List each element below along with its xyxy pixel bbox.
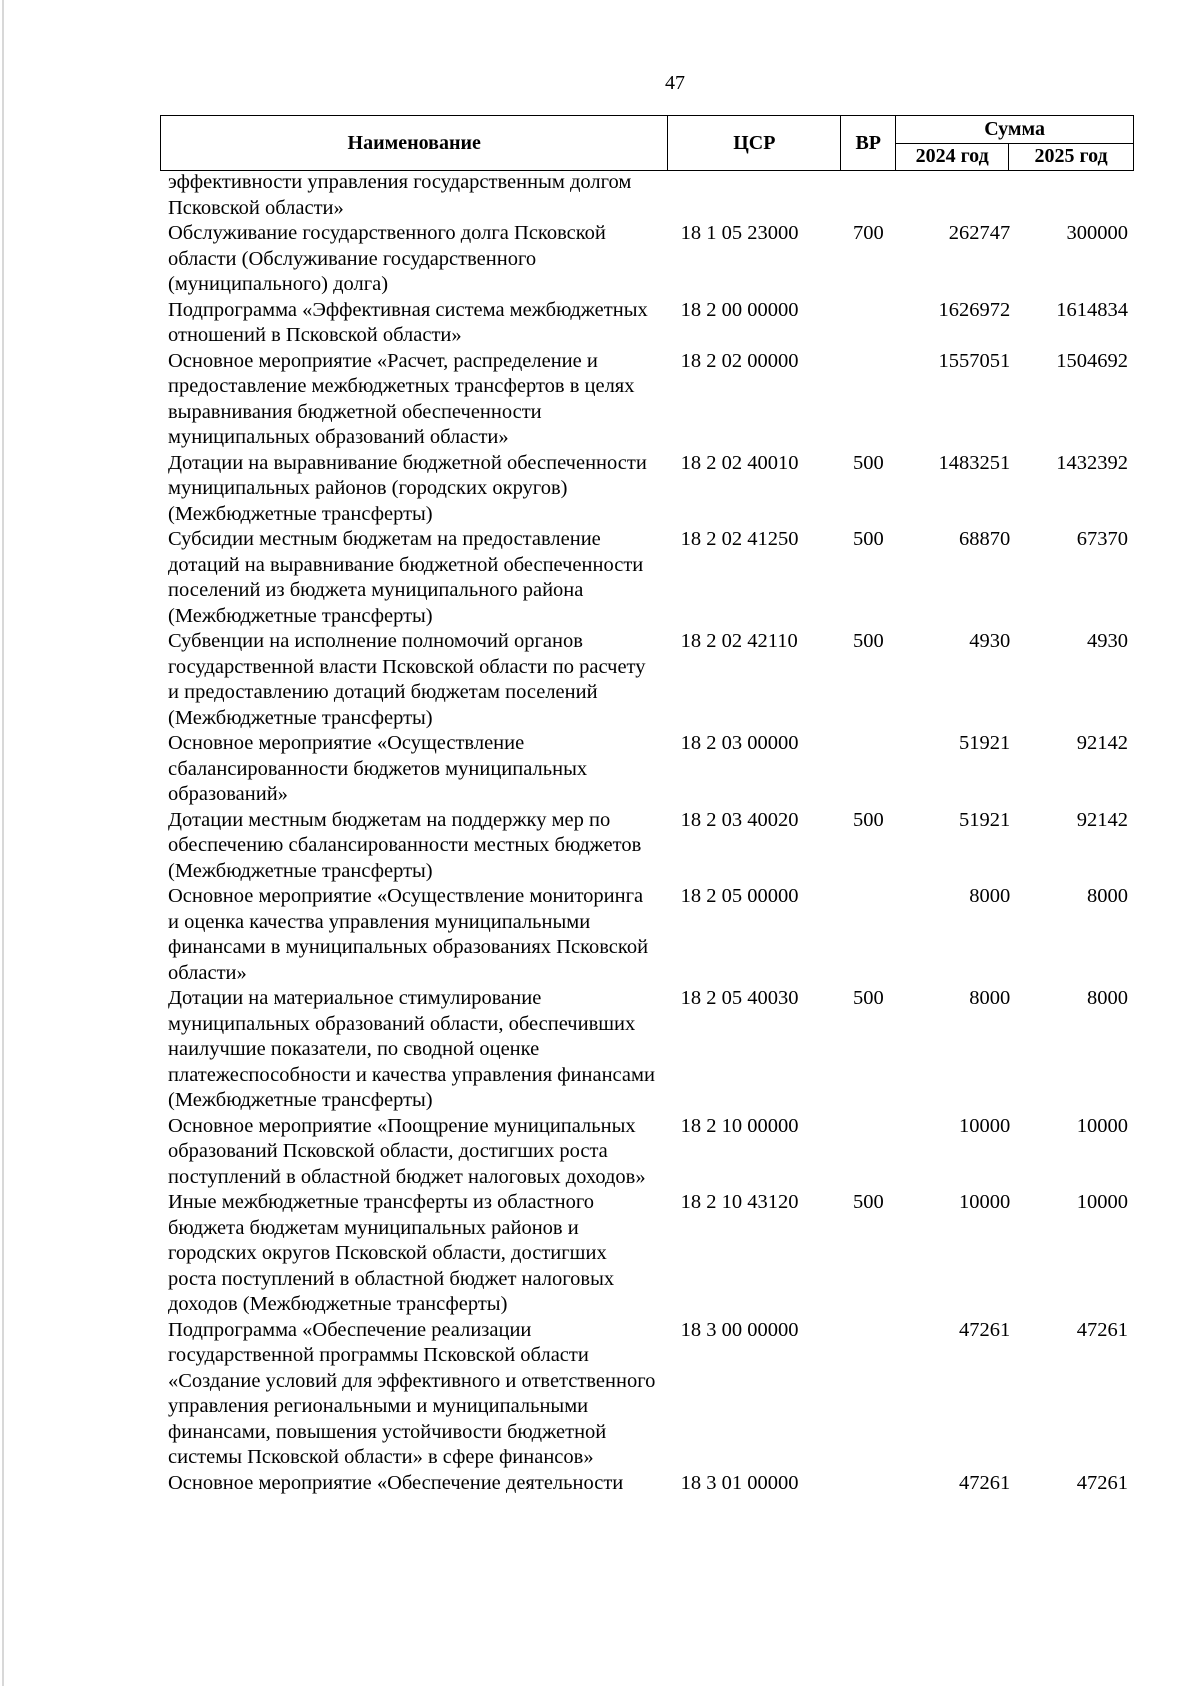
row-csr: 18 2 03 40020: [680, 808, 799, 831]
table-body: [168, 170, 1128, 1496]
row-sum-2025: 300000: [1066, 222, 1128, 244]
row-name: Дотации на выравнивание бюджетной обеспеченности муниципальных районов (городских округов) (Межбюджетные трансферты): [168, 451, 647, 525]
row-sum-2024: 1557051: [938, 349, 1011, 372]
row-name: эффективности управления государственным долгом Псковской области»: [168, 171, 632, 219]
header-year-2025: 2025 год: [1009, 143, 1134, 171]
row-sum-2025: 47261: [1076, 1471, 1128, 1494]
table-row: [168, 221, 1128, 298]
row-name: Основное мероприятие «Поощрение муниципальных образований Псковской области, достигших роста поступлений в областной бюджет налоговых доходов»: [168, 1114, 646, 1188]
row-name: Подпрограмма «Эффективная система межбюджетных отношений в Псковской области»: [168, 298, 648, 346]
table-row: [168, 629, 1128, 731]
table-row: [168, 451, 1128, 528]
row-sum-2025: 47261: [1076, 1318, 1128, 1341]
row-sum-2024: 10000: [959, 1114, 1011, 1137]
row-sum-2025: 1614834: [1056, 298, 1128, 321]
row-sum-2025: 8000: [1087, 885, 1128, 907]
row-csr: 18 2 02 41250: [680, 528, 799, 550]
header-csr: ЦСР: [668, 116, 841, 171]
row-sum-2024: 8000: [969, 885, 1011, 907]
row-sum-2024: 4930: [969, 630, 1011, 652]
row-name: Субсидии местным бюджетам на предоставление дотаций на выравнивание бюджетной обеспеченности поселений из бюджета муниципального района (Межбюджетные трансферты): [168, 528, 644, 627]
row-sum-2024: 1483251: [938, 451, 1011, 474]
row-sum-2024: 51921: [959, 732, 1011, 754]
row-vr: 700: [852, 222, 884, 244]
scan-edge-left: [2, 0, 4, 1686]
row-name: Основное мероприятие «Обеспечение деятельности: [168, 1471, 624, 1494]
row-sum-2025: 1504692: [1056, 349, 1128, 372]
table-header: [160, 115, 1134, 171]
row-sum-2025: 10000: [1076, 1114, 1128, 1137]
table-row: [168, 1114, 1128, 1191]
table-row: [168, 349, 1128, 451]
row-sum-2025: 92142: [1076, 808, 1128, 831]
table-row: [168, 1471, 1128, 1497]
row-csr: 18 2 00 00000: [680, 298, 799, 321]
row-name: Субвенции на исполнение полномочий органов государственной власти Псковской области по расчету и предоставлению дотаций бюджетам поселений (Межбюджетные трансферты): [168, 630, 646, 729]
row-name: Основное мероприятие «Осуществление сбалансированности бюджетов муниципальных образований»: [168, 732, 588, 805]
row-sum-2024: 68870: [959, 528, 1011, 550]
header-vr: ВР: [841, 116, 896, 171]
row-sum-2025: 67370: [1076, 528, 1128, 550]
table-row: [168, 1318, 1128, 1471]
row-csr: 18 3 01 00000: [680, 1471, 799, 1494]
table-row: [168, 884, 1128, 986]
row-csr: 18 2 02 00000: [680, 349, 799, 372]
row-name: Обслуживание государственного долга Псковской области (Обслуживание государственного (муниципального) долга): [168, 222, 606, 295]
table-row: [168, 808, 1128, 885]
header-sum: Сумма: [896, 116, 1134, 144]
header-year-2024: 2024 год: [896, 143, 1009, 171]
row-csr: 18 2 10 43120: [680, 1191, 799, 1213]
row-csr: 18 2 05 40030: [680, 987, 799, 1009]
row-sum-2024: 1626972: [938, 298, 1011, 321]
row-name: Дотации местным бюджетам на поддержку мер по обеспечению сбалансированности местных бюджетов (Межбюджетные трансферты): [168, 808, 642, 882]
row-vr: 500: [852, 630, 884, 652]
table-row: [168, 986, 1128, 1114]
row-vr: 500: [852, 528, 884, 550]
row-sum-2025: 10000: [1076, 1191, 1128, 1213]
row-sum-2024: 47261: [959, 1318, 1011, 1341]
row-sum-2025: 92142: [1076, 732, 1128, 754]
row-name: Основное мероприятие «Осуществление мониторинга и оценка качества управления муниципальными финансами в муниципальных образованиях Псковской области»: [168, 885, 649, 984]
row-csr: 18 1 05 23000: [680, 222, 799, 244]
row-sum-2024: 47261: [959, 1471, 1011, 1494]
row-sum-2024: 8000: [969, 987, 1011, 1009]
table-row: [168, 1190, 1128, 1318]
row-csr: 18 3 00 00000: [680, 1318, 799, 1341]
row-csr: 18 2 02 42110: [680, 630, 798, 652]
row-sum-2025: 8000: [1087, 987, 1128, 1009]
row-csr: 18 2 02 40010: [680, 451, 799, 474]
row-vr: 500: [852, 808, 884, 831]
row-name: Основное мероприятие «Расчет, распределение и предоставление межбюджетных трансфертов в целях выравнивания бюджетной обеспеченности муниципальных образований области»: [168, 349, 635, 448]
row-name: Подпрограмма «Обеспечение реализации государственной программы Псковской области «Создание условий для эффективного и ответственного управления региональными и муниципальными финансами, повышения устойчивости бюджетной системы Псковской области» в сфере финансов»: [168, 1318, 656, 1468]
row-name: Дотации на материальное стимулирование муниципальных образований области, обеспечивших наилучшие показатели, по сводной оценке платежеспособности и качества управления финансами (Межбюджетные трансферты): [168, 987, 655, 1111]
row-sum-2024: 262747: [948, 222, 1011, 244]
table-row: [168, 170, 1128, 221]
row-sum-2024: 51921: [959, 808, 1011, 831]
row-sum-2024: 10000: [959, 1191, 1011, 1213]
row-sum-2025: 1432392: [1056, 451, 1128, 474]
row-csr: 18 2 05 00000: [680, 885, 799, 907]
row-csr: 18 2 03 00000: [680, 732, 799, 754]
row-vr: 500: [852, 1191, 884, 1213]
row-name: Иные межбюджетные трансферты из областного бюджета бюджетам муниципальных районов и городских округов Псковской области, достигших роста поступлений в областной бюджет налоговых доходов (Межбюджетные трансферты): [168, 1191, 615, 1315]
row-vr: 500: [852, 987, 884, 1009]
row-vr: 500: [852, 451, 884, 474]
table-row: [168, 298, 1128, 349]
row-csr: 18 2 10 00000: [680, 1114, 799, 1137]
table-row: [168, 731, 1128, 808]
row-sum-2025: 4930: [1087, 630, 1128, 652]
page-number: 47: [665, 72, 685, 94]
header-name: Наименование: [161, 116, 668, 171]
table-row: [168, 527, 1128, 629]
